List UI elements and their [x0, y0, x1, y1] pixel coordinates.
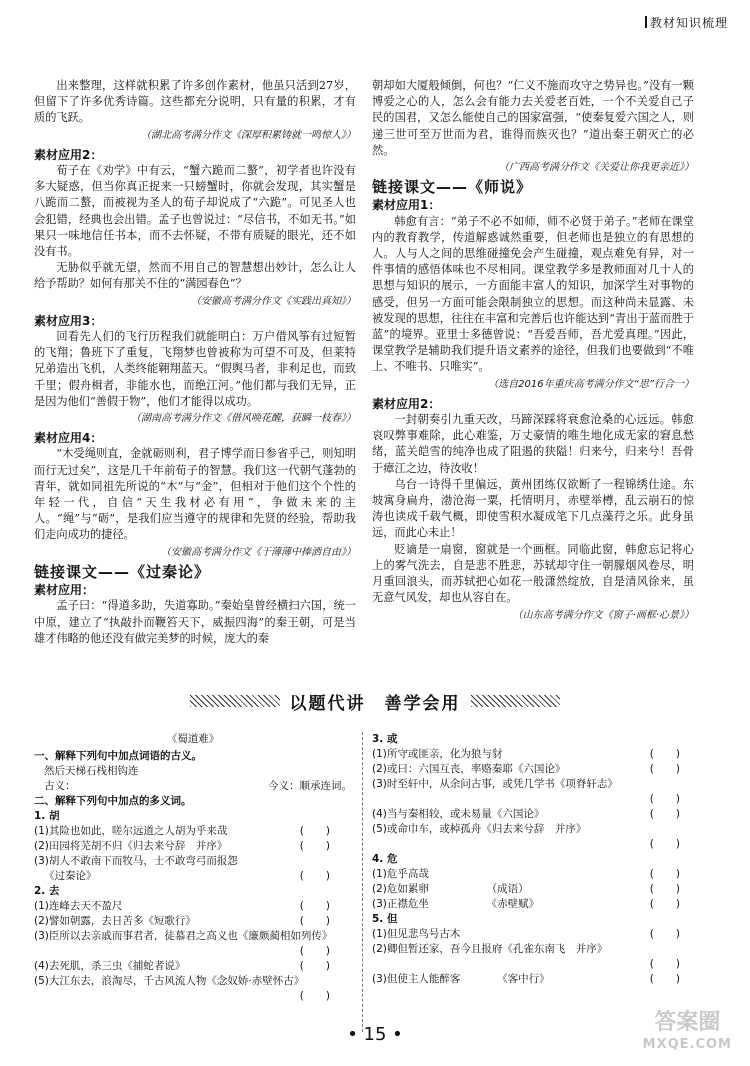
exercise-left — [34, 732, 352, 1004]
answer-blank[interactable]: () — [649, 928, 702, 940]
answer-blank[interactable]: () — [299, 960, 352, 972]
answer-blank[interactable]: () — [299, 825, 352, 837]
header-text: 教材知识梳理 — [649, 16, 728, 30]
item-text: (3)但使主人能醉客 — [372, 973, 461, 985]
source-note: （安徽高考满分作文《于薄薄中捧洒自由》） — [161, 546, 356, 558]
item-text: (2)或曰：六国互丧，率赂秦耶《六国论》 — [372, 763, 566, 775]
question-item — [372, 927, 702, 942]
answer-blank[interactable]: () — [649, 748, 702, 760]
section-banner — [190, 688, 560, 714]
paragraph: 出来整理，这样就积累了许多创作素材，他虽只活到27岁，但留下了许多优秀诗篇。这些都充分说明，只有量的积累，才有质的飞跃。 — [34, 79, 356, 125]
page-header — [645, 14, 728, 31]
answer-blank[interactable]: () — [649, 958, 702, 970]
word-heading: 3. 或 — [372, 733, 398, 745]
question-item: (5)或命巾车，或棹孤舟《归去来兮辞 并序》 — [372, 823, 587, 835]
question-item — [34, 989, 352, 1004]
question-item — [372, 807, 702, 822]
source-note: （湖南高考满分作文《借风唤花醒，获瞬一枝春》） — [131, 413, 356, 425]
material-heading: 素材应用4： — [34, 431, 103, 446]
item-text: (3)正襟危坐 — [372, 898, 429, 910]
answer-blank[interactable]: () — [649, 763, 702, 775]
source-note: （安徽高考满分作文《实践出真知》） — [191, 295, 356, 307]
paragraph: “木受绳则直，金就砺则利，君子博学而日参省乎己，则知明而行无过矣”，这是几千年前荀子的智慧。我们这一代朝气蓬勃的青年，就如同祖先所说的“木”与“金”，但相对于他们这个个性的年轻一代，自信“天生我材必有用”，争做未来的主人。“绳”与“砺”，是我们应当遵守的规律和先贤的经验，帮助我们走向成功的捷径。 — [34, 447, 356, 542]
paragraph: 一封朝奏引九重天改，马蹄深踩将衰愈沧桑的心远远。韩愈哀叹弊事难除，此心难鉴，万丈豪情的唯生地化成无家的窘息愁绪，蓝关皑雪的纯净也成了阻遏的狭隘！归来兮，归来兮！吾骨于瘴江之边，待汝收！ — [372, 413, 694, 475]
item-source: 《客中行》 — [502, 973, 550, 985]
answer-row — [34, 779, 352, 794]
question-item — [372, 837, 702, 852]
word-heading: 4. 危 — [372, 853, 398, 865]
column-divider — [362, 732, 364, 1032]
item-text: 《过秦论》 — [44, 870, 97, 882]
question-item — [34, 839, 352, 854]
answer-blank[interactable]: () — [649, 793, 702, 805]
answer-label: 古义： — [44, 780, 76, 792]
question-item: (3)时至轩中，从余问古事，或凭几学书《项脊轩志》 — [372, 778, 618, 790]
paragraph: 回看先人们的飞行历程我们就能明白：万户借风筝有过短暂的飞翔；鲁班下了重复，飞翔梦也曾被称为可望不可及，但莱特兄弟造出飞机，人类终能翱翔蓝天。“假舆马者，非利足也，而致千里；假舟楫者，非能水也，而绝江河。”他们都与我们无异，正是因为他们“善假于物”，他们才能得以成功。 — [34, 330, 356, 408]
item-text: (1)其险也如此，嗟尔远道之人胡为乎来哉 — [34, 825, 228, 837]
question-item — [372, 792, 702, 807]
exercise-title: 《蜀道难》 — [166, 733, 220, 745]
answer-blank[interactable]: () — [299, 870, 352, 882]
material-heading: 素材应用1： — [372, 198, 441, 213]
answer-blank[interactable]: () — [649, 868, 702, 880]
material-heading: 素材应用2： — [34, 147, 103, 162]
question-item — [372, 882, 702, 897]
source-note: （山东高考满分作文《窗子·画框·心景》） — [512, 609, 694, 621]
item-text: (2)譬如朝露，去日苦多《短歌行》 — [34, 915, 196, 927]
answer-blank[interactable]: () — [649, 898, 702, 910]
answer-blank[interactable]: () — [299, 915, 352, 927]
answer-blank[interactable]: () — [299, 900, 352, 912]
section-heading: 链接课文——《过秦论》 — [34, 562, 211, 581]
answer-blank[interactable]: () — [299, 945, 352, 957]
question-item: (2)卿但暂还家，吾今且报府《孔雀东南飞 并序》 — [372, 943, 608, 955]
paragraph: 韩愈有言：“弟子不必不如师，师不必贤于弟子。”老师在课堂内的教育教学，传道解惑诚然重要，但老师也是独立的有思想的人。人与人之间的思维碰撞免会产生碰撞，观点难免有异，对一件事情的感悟体味也不尽相同。课堂教学多是教师面对几十人的思想与知识的展示，一方面能丰富人的知识，加深学生对事物的感受，但另一方面可能会限制独立的思想。而这种尚未显露、未被发现的思想，往往在丰富和完善后也许能达到“青出于蓝而胜于蓝”的境界。亚里士多德曾说：“吾爱吾师，吾尤爱真理。”因此，课堂教学是辅助我们提升语文素养的途径，但我们也要做到“不唯上、不唯书、只唯实”。 — [372, 214, 694, 374]
question-item — [34, 869, 352, 884]
question-item: (5)大江东去，浪淘尽，千古风流人物《念奴娇·赤壁怀古》 — [34, 975, 305, 987]
answer-blank[interactable]: () — [649, 838, 702, 850]
item-source: （成语） — [491, 883, 529, 895]
watermark-text: 答案圈 — [654, 1010, 721, 1035]
item-text: (1)但见悲鸟号古木 — [372, 928, 461, 940]
banner-hatch-right — [471, 695, 561, 707]
answer-blank[interactable]: () — [649, 808, 702, 820]
item-text: (2)田园将芜胡不归《归去来兮辞 并序》 — [34, 840, 228, 852]
paragraph: 朝却如大厦般倾倒，何也？“仁义不施而攻守之势异也。”没有一颗博爱之心的人，怎么会有能力去关爱老百姓，一个不关爱自己子民的国君，又怎么能使自己的国家富强，“使秦复爱六国之人，则递三世可至万世而为君，谁得而族灭也？”道出秦王朝灭亡的必然。 — [372, 79, 694, 157]
word-heading: 2. 去 — [34, 885, 60, 897]
page-number: • 15 • — [347, 1024, 403, 1045]
paragraph: 无胁似乎就无望，然而不用自己的智慧想出妙计，怎么让人给予帮助？如何有那关不住的“满园春色”？ — [34, 261, 356, 291]
question-item — [34, 959, 352, 974]
answer-blank[interactable]: () — [299, 990, 352, 1002]
section-heading: 链接课文——《师说》 — [372, 178, 533, 197]
item-text: (4)当与秦相较，或未易量《六国论》 — [372, 808, 545, 820]
item-text: (1)所守或匪亲，化为狼与豺 — [372, 748, 503, 760]
question-item — [34, 824, 352, 839]
source-note: （选自2016年重庆高考满分作文“思”行合一） — [488, 378, 694, 390]
word-heading: 5. 但 — [372, 913, 398, 925]
material-heading: 素材应用2： — [372, 396, 441, 411]
answer-blank[interactable]: () — [299, 840, 352, 852]
source-note: （广西高考满分作文《关爱让你我更亲近》） — [499, 162, 694, 174]
material-heading: 素材应用3： — [34, 313, 103, 328]
source-note: （湖北高考满分作文《深厚积累铸就一鸣惊人》） — [141, 129, 356, 141]
item-text: (1)连峰去天不盈尺 — [34, 900, 123, 912]
paragraph: 乌台一诗得千里偏远，黄州团练仅欲断了一程锦绣仕途。东坡寓身扁舟，渤沧海一粟，托情明月，赤壁举樽，乱云崩石的惊涛也读成千载气概，即使雪积水凝成笔下几点藻荇之乐。此身虽远，而此心未止！ — [372, 477, 694, 540]
question-item: (3)臣所以去亲戚而事君者，徒慕君之高义也《廉颇蔺相如列传》 — [34, 930, 333, 942]
question-heading: 二、解释下列句中加点的多义词。 — [34, 795, 192, 807]
exercise-right — [372, 732, 702, 987]
question-item — [34, 944, 352, 959]
item-text: (2)危如累卵 — [372, 883, 429, 895]
right-column — [372, 78, 694, 627]
paragraph: 贬谪是一扇窗，窗就是一个画框。同临此窗，韩愈忘记将心上的雾气洗去，自是悲不胜悲，苏轼却守住一朝朦烟风卷尽，明月重回浪头，而苏轼把心如花一般潇然绽放，自是清风徐来，虽无意气风发，却也从容自在。 — [372, 542, 694, 605]
paragraph: 荀子在《劝学》中有云，“蟹六跪而二螯”，初学者也许没有多大疑惑，但当你真正捉来一只螃蟹时，你就会发现，其实蟹是八跪而二螯，而被视为圣人的荀子却说成了“六跪”。可见圣人也会犯错，经典也会出错。孟子也曾说过：“尽信书，不如无书。”如果只一味地信任书本，而不去怀疑，不带有质疑的眼光，还不如没有书。 — [34, 164, 356, 259]
question-item — [34, 914, 352, 929]
item-text: (1)危乎高哉 — [372, 868, 429, 880]
question-item — [372, 762, 702, 777]
question-item: (3)胡人不敢南下而牧马，士不敢弯弓而报怨 — [34, 855, 238, 867]
banner-title: 以题代讲 善学会用 — [289, 693, 461, 714]
paragraph: 孟子曰：“得道多助，失道寡助。”秦始皇曾经横扫六国，统一中原，建立了“执敲扑而鞭笞天下，威振四海”的秦王朝，可是当雄才伟略的他还没有做完美梦的时候，庞大的秦 — [34, 599, 356, 645]
watermark-url: MXQE.COM — [642, 1037, 732, 1052]
question-item: 然后天梯石栈相钩连 — [44, 765, 139, 777]
question-item — [372, 867, 702, 882]
material-heading: 素材应用： — [34, 583, 95, 598]
answer-blank[interactable]: () — [649, 883, 702, 895]
question-item — [372, 747, 702, 762]
item-source: 《赤壁赋》 — [491, 898, 540, 910]
answer-blank[interactable]: () — [649, 973, 702, 985]
banner-hatch-left — [190, 695, 280, 707]
modern-meaning: 今义：顺承连词。 — [268, 780, 352, 792]
word-heading: 1. 胡 — [34, 810, 60, 822]
item-text: (4)去死肌，杀三虫《捕蛇者说》 — [34, 960, 186, 972]
question-item — [372, 972, 702, 987]
watermark-logo — [643, 1012, 732, 1056]
question-item — [372, 957, 702, 972]
question-item — [34, 899, 352, 914]
question-item — [372, 897, 702, 912]
left-column — [34, 78, 356, 647]
question-heading: 一、解释下列句中加点词语的古义。 — [34, 750, 202, 762]
